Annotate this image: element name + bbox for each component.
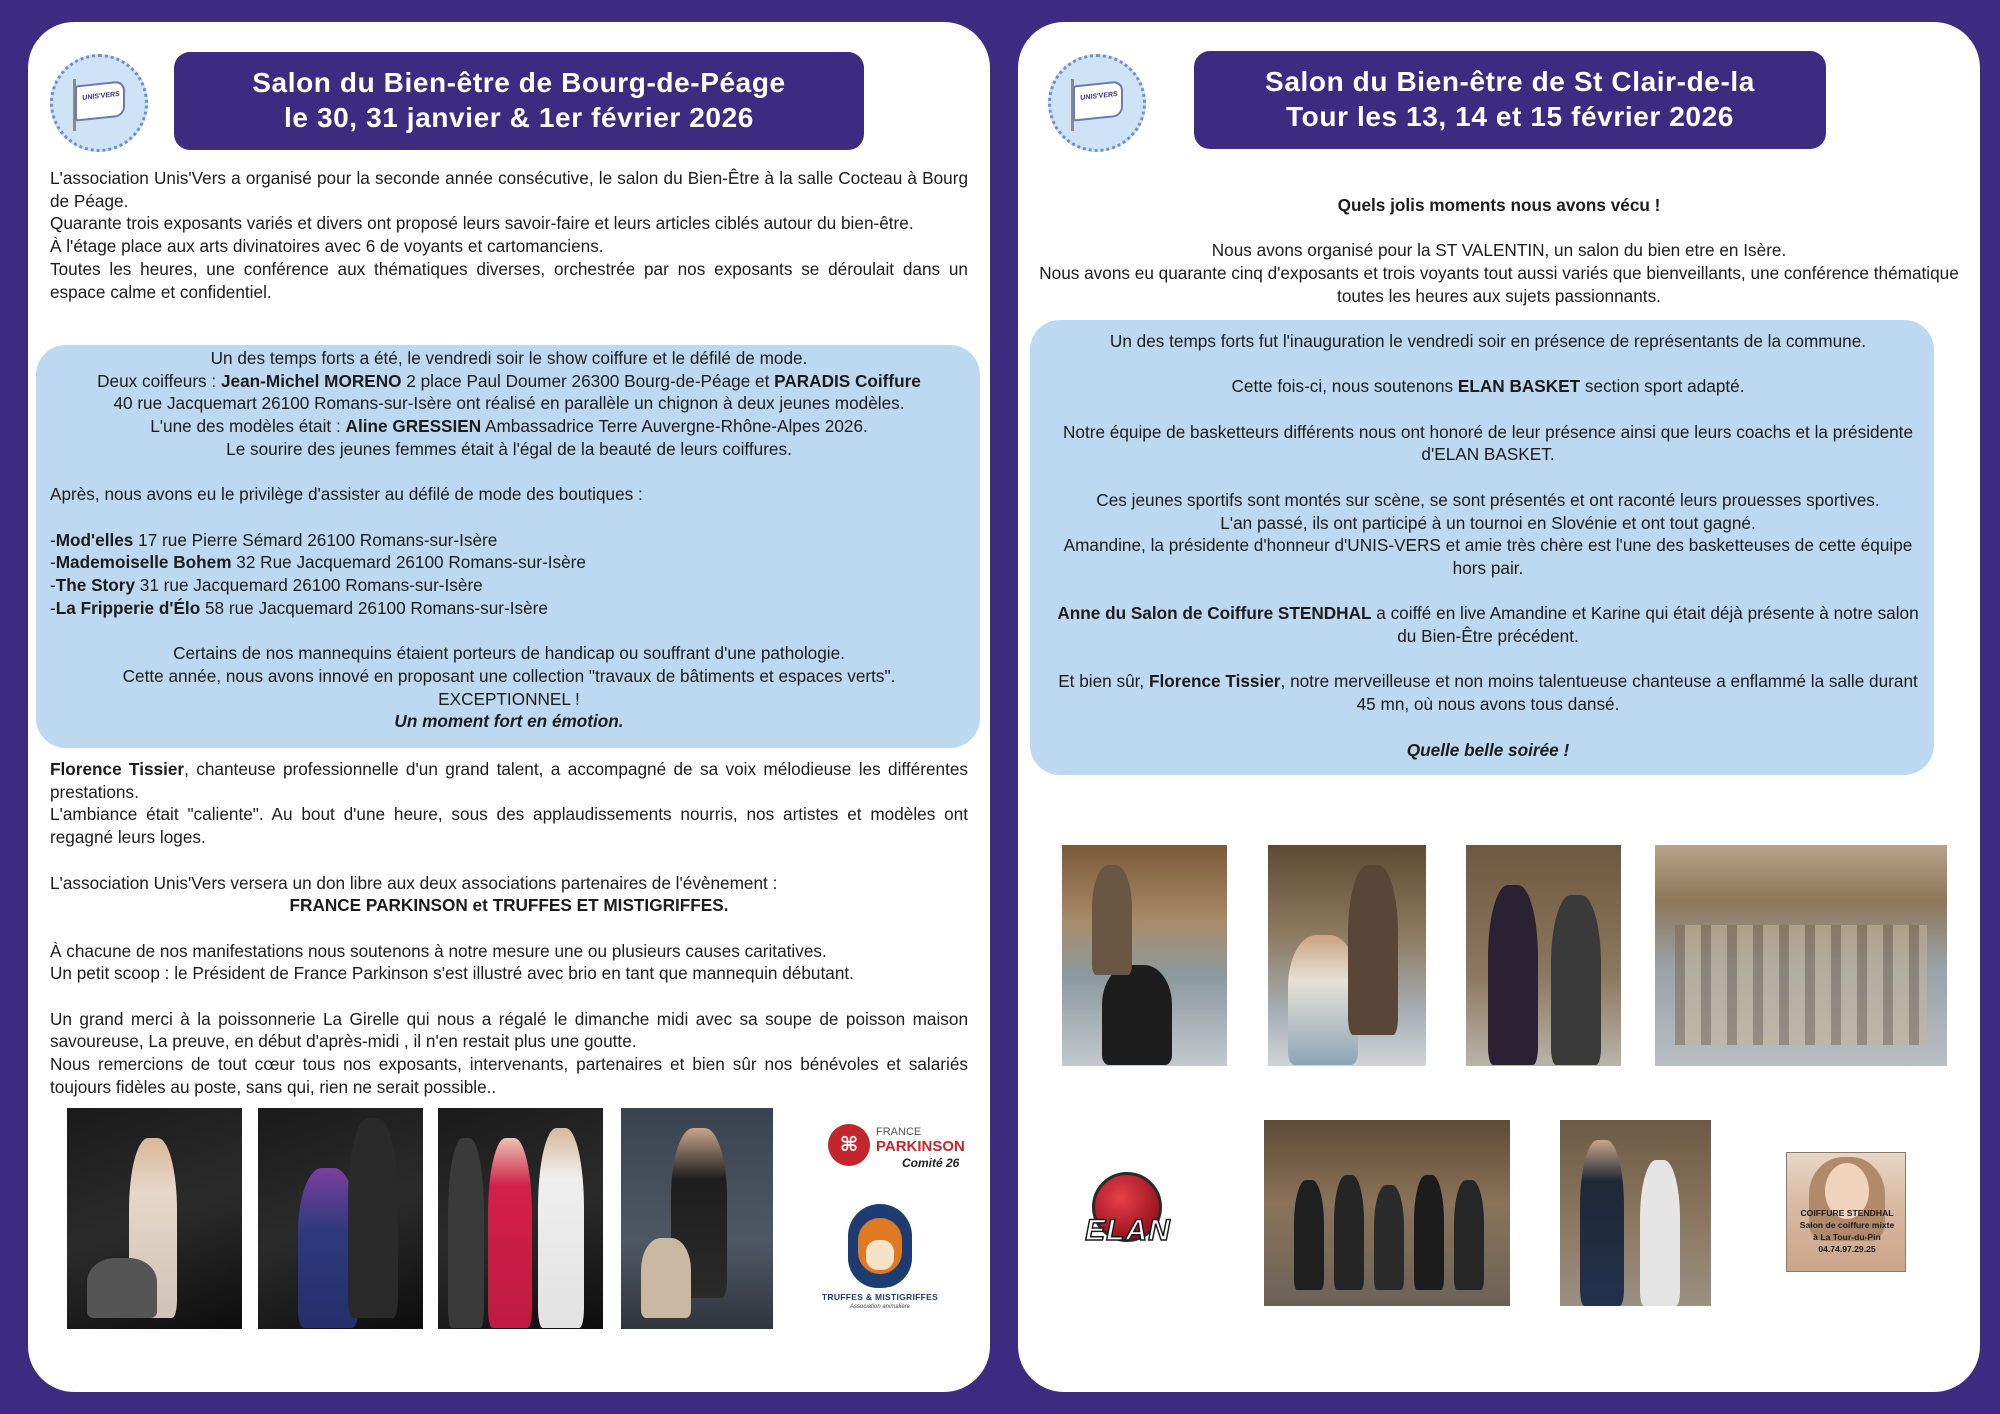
photo-singer — [621, 1108, 773, 1329]
unisvers-logo — [50, 54, 148, 152]
box-line: Et bien sûr, Florence Tissier, notre merveilleuse et non moins talentueuse chanteuse a enflammé la salle durant 45 mn, où nous avons tous dansé. — [1058, 671, 1918, 715]
box-line: Amandine, la présidente d'honneur d'UNIS-VERS et amie très chère est l'une des basketteuses de cette équipe hors pair. — [1063, 535, 1913, 578]
left-title — [174, 52, 864, 150]
fp-line3: Comité 26 — [902, 1156, 960, 1170]
left-highlight-text — [50, 347, 968, 733]
parkinson-icon: ⌘ — [828, 1124, 870, 1166]
elan-text: ELAN — [1085, 1214, 1171, 1247]
after-paragraph: L'ambiance était "caliente". Au bout d'une heure, sous des applaudissements nourris, nos artistes et modèles ont regagné leurs loges. — [50, 804, 968, 848]
box-line: Après, nous avons eu le privilège d'assister au défilé de mode des boutiques : — [50, 484, 643, 505]
truffes-sub: Association animalière — [849, 1304, 911, 1310]
after-paragraph: Florence Tissier, chanteuse professionnelle d'un grand talent, a accompagné de sa voix mélodieuse les différentes prestations. — [50, 759, 968, 802]
after-paragraph: À chacune de nos manifestations nous soutenons à notre mesure une ou plusieurs causes caritatives. — [50, 940, 827, 961]
box-line: 40 rue Jacquemart 26100 Romans-sur-Isère ont réalisé en parallèle un chignon à deux jeunes modèles. — [113, 393, 905, 414]
stendhal-logo — [1786, 1152, 1906, 1272]
photo-defile — [438, 1108, 603, 1329]
photo-speaker — [1560, 1120, 1711, 1306]
boutique-item: -Mademoiselle Bohem 32 Rue Jacquemard 26100 Romans-sur-Isère — [50, 552, 586, 573]
flag-icon — [1073, 80, 1123, 121]
left-intro — [50, 167, 968, 303]
intro-paragraph: À l'étage place aux arts divinatoires avec 6 de voyants et cartomanciens. — [50, 236, 604, 257]
box-line: Ces jeunes sportifs sont montés sur scène, se sont présentés et ont raconté leurs prouesses sportives. — [1096, 489, 1880, 510]
left-title-line2: le 30, 31 janvier & 1er février 2026 — [284, 102, 754, 133]
truffes-mistigriffes-logo — [820, 1204, 940, 1324]
right-page — [1018, 22, 1980, 1392]
box-line: Cette fois-ci, nous soutenons ELAN BASKET section sport adapté. — [1231, 376, 1745, 397]
france-parkinson-logo — [828, 1124, 968, 1174]
boutique-item: -Mod'elles 17 rue Pierre Sémard 26100 Romans-sur-Isère — [50, 529, 498, 550]
elan-basket-logo — [1078, 1172, 1178, 1272]
after-paragraph: Un grand merci à la poissonnerie La Girelle qui nous a régalé le dimanche midi avec sa soupe de poisson maison savoureuse, La preuve, en début d'après-midi , il n'en restait plus une goutte. — [50, 1008, 968, 1052]
box-line: Notre équipe de basketteurs différents nous ont honoré de leur présence ainsi que leurs coachs et la présidente d'ELAN BASKET. — [1062, 421, 1914, 465]
box-line: Cette année, nous avons innové en proposant une collection "travaux de bâtiments et espaces verts". — [122, 665, 896, 686]
fp-line2: PARKINSON — [876, 1138, 965, 1155]
after-paragraph: L'association Unis'Vers versera un don libre aux deux associations partenaires de l'évènement : — [50, 872, 778, 893]
box-line: Certains de nos mannequins étaient porteurs de handicap ou souffrant d'une pathologie. — [173, 643, 845, 664]
intro-paragraph: Toutes les heures, une conférence aux thématiques diverses, orchestrée par nos exposants se déroulait dans un espace calme et confidentiel. — [50, 258, 968, 302]
photo-hairdresser — [258, 1108, 423, 1329]
photo-salon-hall — [1655, 845, 1947, 1066]
box-line: Anne du Salon de Coiffure STENDHAL a coiffé en live Amandine et Karine qui était déjà présente à notre salon du Bien-Être précédent. — [1057, 603, 1919, 647]
box-line: L'an passé, ils ont participé à un tournoi en Slovénie et ont tout gagné. — [1220, 512, 1756, 533]
stendhal-text: COIFFURE STENDHAL Salon de coiffure mixte à La Tour-du-Pin 04.74.97.29.25 — [1799, 1208, 1895, 1254]
left-page — [28, 22, 990, 1392]
right-title-line2: Tour les 13, 14 et 15 février 2026 — [1286, 101, 1734, 132]
logo-text: UNIS'VERS — [1080, 90, 1118, 102]
after-paragraph: Nous remercions de tout cœur tous nos exposants, intervenants, partenaires et bien sûr nos bénévoles et salariés toujours fidèles au poste, sans qui, rien ne serait possible.. — [50, 1054, 968, 1097]
left-title-line1: Salon du Bien-être de Bourg-de-Péage — [252, 67, 786, 98]
boutique-item: -La Fripperie d'Élo 58 rue Jacquemard 26100 Romans-sur-Isère — [50, 597, 548, 618]
box-line: Quelle belle soirée ! — [1406, 739, 1570, 760]
after-paragraph: FRANCE PARKINSON et TRUFFES ET MISTIGRIFFES. — [289, 895, 729, 916]
left-after-text — [50, 758, 968, 1099]
box-line: EXCEPTIONNEL ! — [438, 688, 580, 709]
right-title-line1: Salon du Bien-être de St Clair-de-la — [1265, 66, 1755, 97]
box-line: Le sourire des jeunes femmes était à l'égal de la beauté de leurs coiffures. — [226, 438, 792, 459]
unisvers-logo — [1048, 54, 1146, 152]
photo-team-scene — [1264, 1120, 1510, 1306]
right-title — [1194, 51, 1826, 149]
intro-paragraph: L'association Unis'Vers a organisé pour la seconde année consécutive, le salon du Bien-Être à la salle Cocteau à Bourg de Péage. — [50, 168, 968, 211]
flag-icon — [75, 80, 125, 121]
fp-line1: FRANCE — [876, 1126, 922, 1138]
photo-model-sash — [67, 1108, 242, 1329]
photo-live-coiffure — [1268, 845, 1426, 1066]
box-line: Un des temps forts a été, le vendredi soir le show coiffure et le défilé de mode. — [210, 348, 808, 368]
truffes-name: TRUFFES & MISTIGRIFFES — [821, 1292, 939, 1302]
box-line: Un des temps forts fut l'inauguration le vendredi soir en présence de représentants de la commune. — [1109, 331, 1867, 351]
box-line: Deux coiffeurs : Jean-Michel MORENO 2 place Paul Doumer 26300 Bourg-de-Péage et PARADIS Coiffure — [97, 370, 921, 391]
intro-paragraph: Nous avons eu quarante cinq d'exposants et trois voyants tout aussi variés que bienveillants, une conférence thématique toutes les heures aux sujets passionnants. — [1039, 263, 1959, 306]
intro-paragraph: Quarante trois exposants variés et divers ont proposé leurs savoir-faire et leurs articles ciblés autour du bien-être. — [50, 213, 914, 234]
box-line: L'une des modèles était : Aline GRESSIEN Ambassadrice Terre Auvergne-Rhône-Alpes 2026. — [150, 416, 868, 437]
right-highlight-text — [1048, 330, 1928, 761]
box-line: Un moment fort en émotion. — [394, 711, 624, 732]
photo-wheelchair — [1062, 845, 1227, 1066]
intro-paragraph: Nous avons organisé pour la ST VALENTIN, un salon du bien etre en Isère. — [1211, 240, 1787, 261]
photo-scene — [1466, 845, 1621, 1066]
boutique-item: -The Story 31 rue Jacquemard 26100 Romans-sur-Isère — [50, 575, 483, 595]
after-paragraph: Un petit scoop : le Président de France Parkinson s'est illustré avec brio en tant que mannequin débutant. — [50, 963, 854, 984]
logo-text: UNIS'VERS — [82, 90, 120, 102]
right-heading: Quels jolis moments nous avons vécu ! — [1337, 195, 1661, 215]
right-intro — [1036, 194, 1962, 308]
